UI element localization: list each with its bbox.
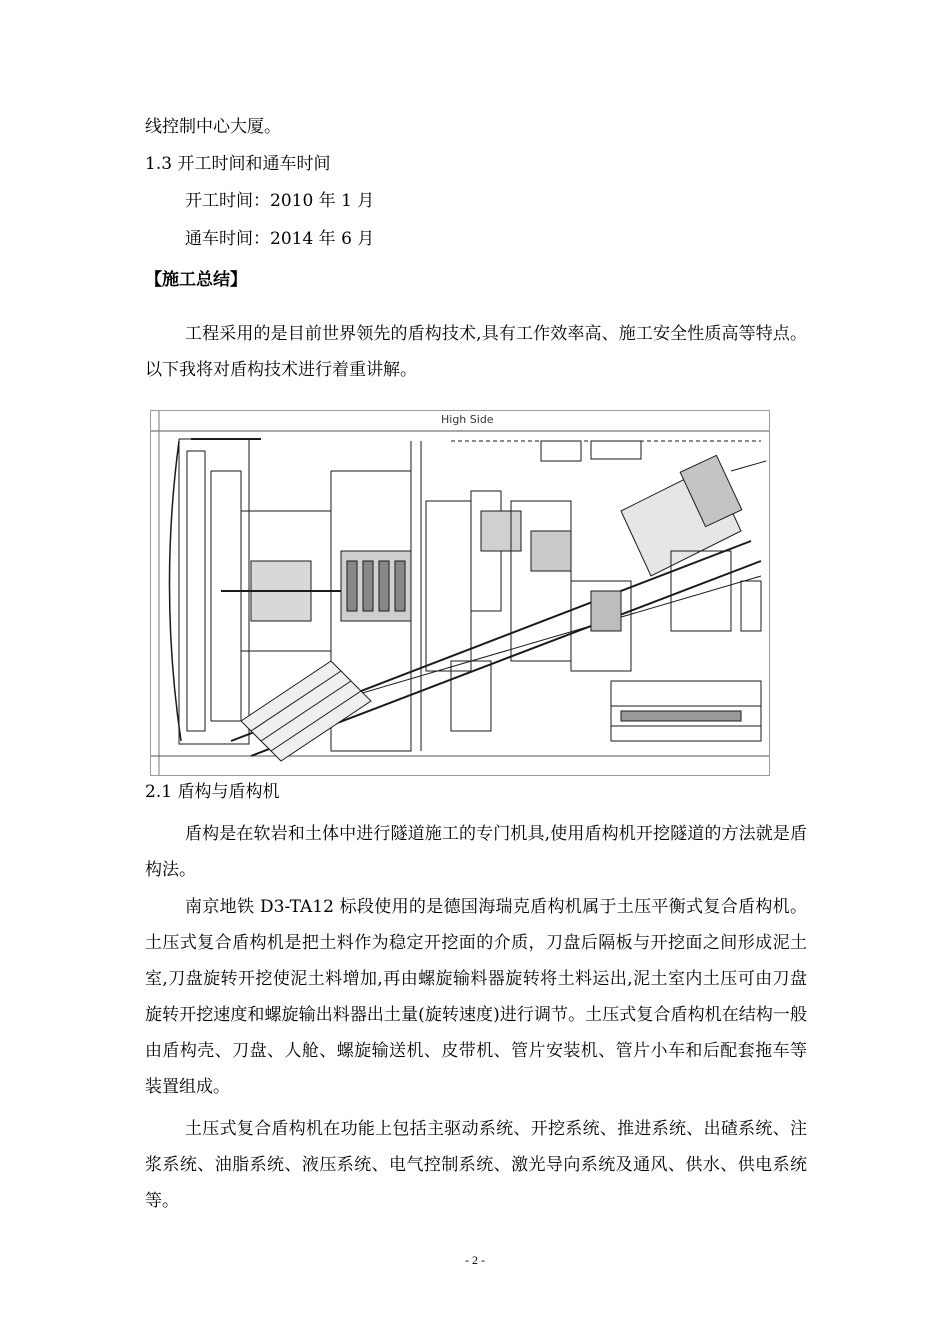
figure-label: High Side bbox=[441, 413, 494, 426]
open-time-line: 通车时间：2014 年 6 月 bbox=[185, 229, 375, 249]
function-paragraph: 土压式复合盾构机在功能上包括主驱动系统、开挖系统、推进系统、出碴系统、注浆系统、油脂系统、液压系统、电气控制系统、激光导向系统及通风、供水、供电系统等。 bbox=[145, 1119, 807, 1211]
text-line-continuation: 线控制中心大厦。 bbox=[145, 117, 281, 137]
shield-paragraph: 盾构是在软岩和土体中进行隧道施工的专门机具,使用盾构机开挖隧道的方法就是盾构法。 bbox=[145, 824, 807, 880]
start-time-line: 开工时间：2010 年 1 月 bbox=[185, 191, 375, 211]
page-number: - 2 - bbox=[465, 1253, 485, 1267]
heading-1-3: 1.3 开工时间和通车时间 bbox=[145, 154, 331, 174]
intro-paragraph: 工程采用的是目前世界领先的盾构技术,具有工作效率高、施工安全性质高等特点。以下我将对盾构技术进行着重讲解。 bbox=[145, 324, 807, 380]
section-title: 【施工总结】 bbox=[145, 270, 247, 290]
heading-2-1: 2.1 盾构与盾构机 bbox=[145, 782, 280, 802]
engineering-drawing-svg bbox=[151, 411, 769, 775]
shield-machine-drawing bbox=[150, 410, 770, 776]
nanjing-paragraph: 南京地铁 D3-TA12 标段使用的是德国海瑞克盾构机属于土压平衡式复合盾构机。土压式复合盾构机是把土料作为稳定开挖面的介质，刀盘后隔板与开挖面之间形成泥土室,刀盘旋转开挖使泥土料增加,再由螺旋输料器旋转将土料运出,泥土室内土压可由刀盘旋转开挖速度和螺旋输出料器出土量(旋转速度)进行调节。土压式复合盾构机在结构一般由盾构壳、刀盘、人舱、螺旋输送机、皮带机、管片安装机、管片小车和后配套拖车等装置组成。 bbox=[145, 897, 807, 1097]
